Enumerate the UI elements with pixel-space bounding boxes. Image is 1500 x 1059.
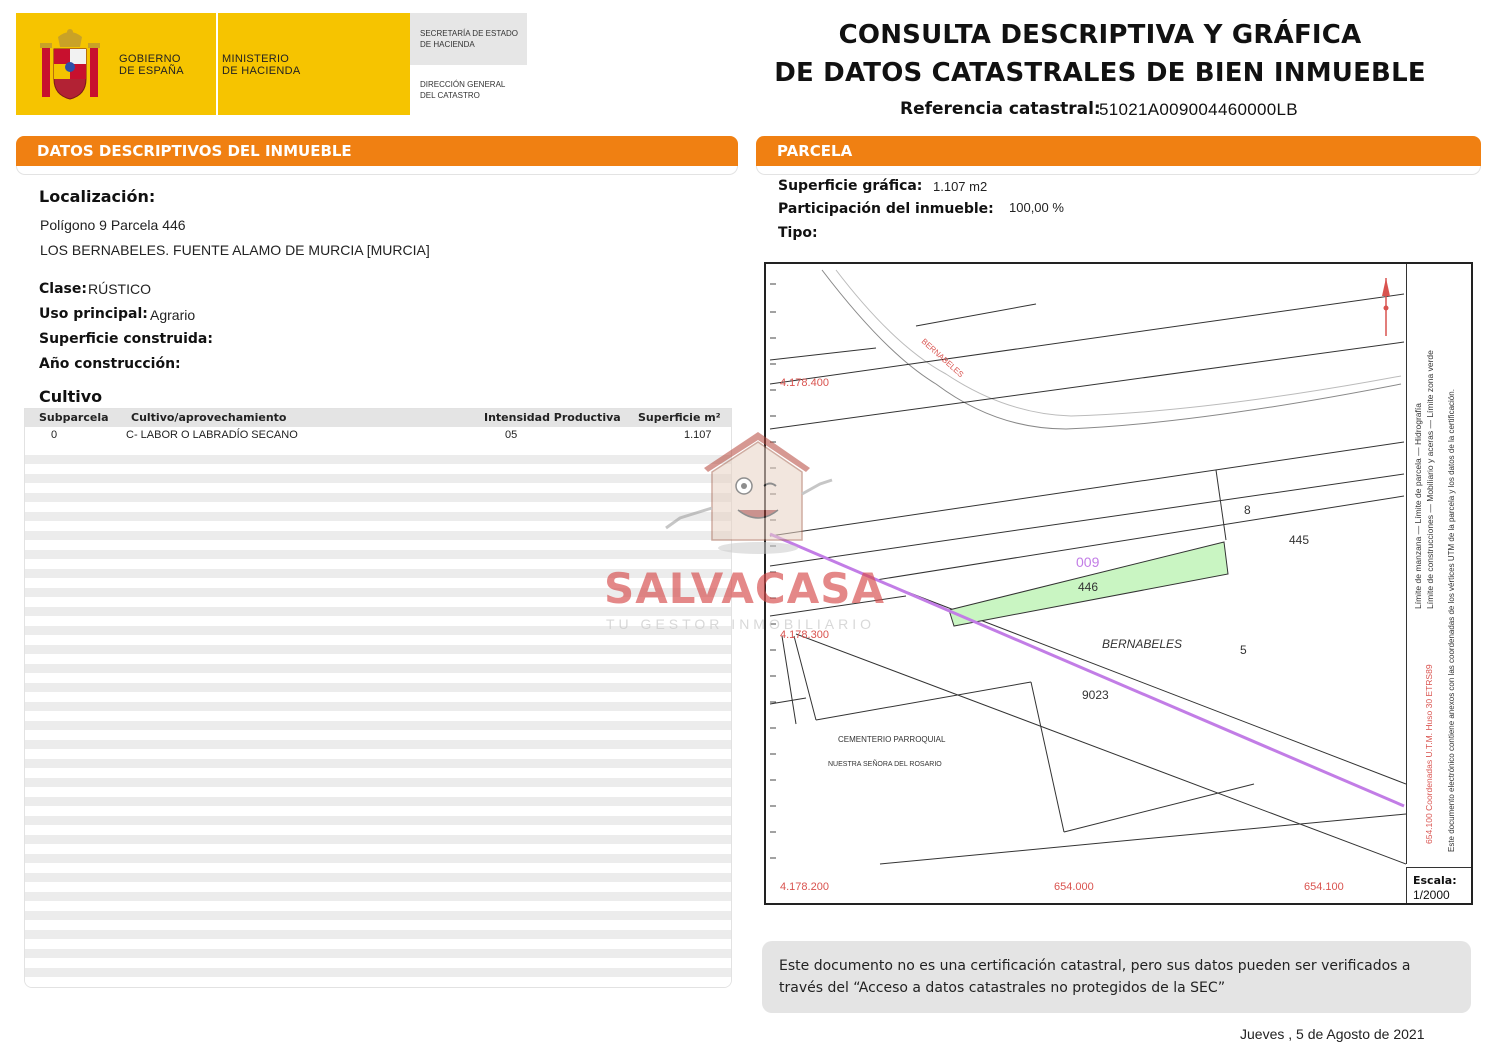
legend-col3: 654.100 Coordenadas U.T.M. Huso 30 ETRS89 [1424, 664, 1434, 844]
tipo-label: Tipo: [778, 225, 818, 241]
ref-value: 51021A009004460000LB [1099, 100, 1298, 119]
clase-label: Clase: [39, 281, 87, 297]
label-8: 8 [1244, 503, 1251, 517]
road-label: BERNABELES [919, 336, 966, 380]
uso-label: Uso principal: [39, 306, 148, 322]
cell-cultivo: C- LABOR O LABRADÍO SECANO [126, 429, 298, 441]
logo-divider [216, 13, 218, 115]
col-cultivo: Cultivo/aprovechamiento [131, 411, 287, 424]
scale-label: Escala: [1413, 874, 1457, 887]
cell-subparcela: 0 [51, 429, 58, 441]
cell-intensidad: 05 [505, 429, 518, 441]
coord-y3: 4.178.200 [780, 881, 829, 893]
section-underline [756, 166, 1481, 175]
participacion-value: 100,00 % [1009, 200, 1064, 215]
col-intensidad: Intensidad Productiva [484, 411, 621, 424]
cultivo-label: Cultivo [39, 387, 103, 406]
disclaimer-box [762, 941, 1471, 1013]
gobierno-text: GOBIERNO DE ESPAÑA [119, 53, 184, 77]
house-mascot-icon [660, 428, 838, 558]
uso-value: Agrario [150, 307, 196, 323]
watermark-tagline: TU GESTOR INMOBILIARIO [606, 616, 875, 632]
localizacion-label: Localización: [39, 187, 156, 206]
section-title: PARCELA [777, 142, 853, 160]
disclaimer-text: Este documento no es una certificación catastral, pero sus datos pueden ser verificados a través del “Acceso a datos catastrales no protegidos de la SEC” [779, 958, 1411, 996]
section-title: DATOS DESCRIPTIVOS DEL INMUEBLE [37, 142, 352, 160]
cultivo-table [24, 408, 732, 988]
coat-of-arms-icon [34, 27, 106, 105]
cell-superficie: 1.107 [684, 429, 712, 441]
legend-col4: Este documento electrónico contiene anexos con las coordenadas de los vértices UTM de la parcela y los datos de la certificación. [1447, 389, 1456, 852]
label-9023: 9023 [1082, 688, 1109, 702]
scale-value: 1/2000 [1413, 888, 1450, 902]
coord-y1: 4.178.400 [780, 377, 829, 389]
localizacion-line1: Polígono 9 Parcela 446 [40, 217, 186, 233]
anio-construccion-label: Año construcción: [39, 356, 181, 372]
place-label: BERNABELES [1102, 637, 1183, 651]
cemetery-line1: CEMENTERIO PARROQUIAL [838, 735, 946, 744]
participacion-label: Participación del inmueble: [778, 201, 994, 217]
direccion-text: DIRECCIÓN GENERAL DEL CATASTRO [420, 80, 506, 100]
coord-x1: 654.000 [1054, 881, 1094, 893]
label-5: 5 [1240, 643, 1247, 657]
coord-x2: 654.100 [1304, 881, 1344, 893]
cemetery-line2: NUESTRA SEÑORA DEL ROSARIO [828, 761, 942, 768]
page-title: CONSULTA DESCRIPTIVA Y GRÁFICA DE DATOS CATASTRALES DE BIEN INMUEBLE [774, 20, 1426, 88]
col-superficie: Superficie m² [638, 411, 721, 424]
legend-col1: Límite de manzana — Límite de parcela — Hidrografía [1413, 403, 1423, 609]
ministerio-text: MINISTERIO DE HACIENDA [222, 53, 301, 77]
map-legend [1406, 264, 1473, 864]
section-header-parcela [756, 136, 1481, 166]
col-subparcela: Subparcela [39, 411, 109, 424]
ref-label: Referencia catastral: [900, 99, 1101, 119]
localizacion-line2: LOS BERNABELES. FUENTE ALAMO DE MURCIA [MURCIA] [40, 242, 430, 258]
superficie-grafica-label: Superficie gráfica: [778, 178, 923, 194]
legend-col2: Límite de construcciones — Mobiliario y aceras — Límite zona verde [1425, 350, 1435, 609]
clase-value: RÚSTICO [88, 281, 151, 297]
superficie-grafica-value: 1.107 m2 [933, 179, 988, 194]
polygon-number: 009 [1076, 554, 1100, 570]
parcel-number: 446 [1078, 580, 1099, 594]
coord-y2: 4.178.300 [780, 629, 829, 641]
document-date: Jueves , 5 de Agosto de 2021 [1240, 1026, 1425, 1042]
watermark-brand: SALVACASA [604, 564, 885, 613]
section-underline [16, 166, 738, 175]
scale-box [1406, 867, 1473, 905]
superficie-construida-label: Superficie construida: [39, 331, 213, 347]
government-logo-block [16, 13, 410, 115]
table-header [25, 409, 731, 427]
north-arrow-icon [1382, 278, 1390, 336]
secretaria-text: SECRETARÍA DE ESTADO DE HACIENDA [420, 29, 518, 49]
label-445: 445 [1289, 533, 1310, 547]
table-empty-rows [25, 445, 731, 987]
section-header-descriptivos [16, 136, 738, 166]
